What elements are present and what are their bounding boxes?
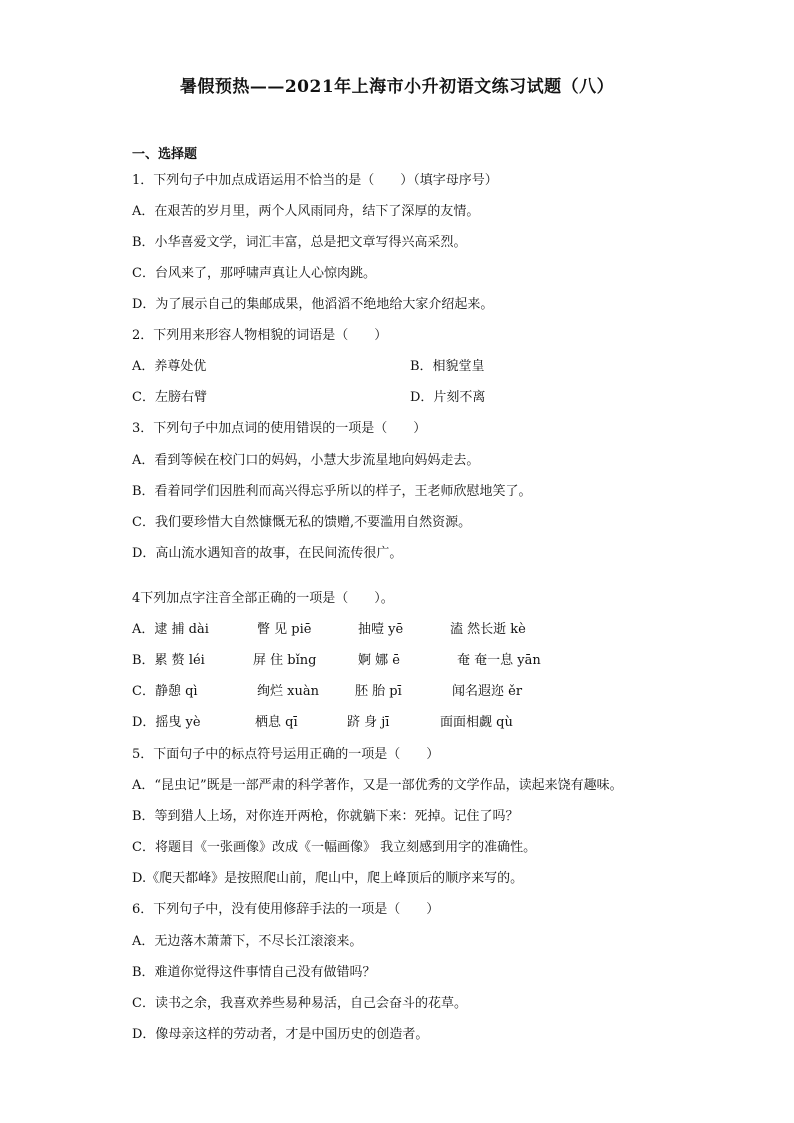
question-4-option-a-item-1: A．逮 捕 dài bbox=[132, 622, 209, 637]
question-4-option-c-item-1: C．静憩 qì bbox=[132, 684, 198, 699]
section-heading: 一、选择题 bbox=[132, 147, 198, 162]
question-3-option-d: D．高山流水遇知音的故事，在民间流传很广。 bbox=[132, 546, 403, 561]
question-3-option-b: B．看着同学们因胜利而高兴得忘乎所以的样子，王老师欣慰地笑了。 bbox=[132, 484, 532, 499]
question-4-option-a-item-3: 抽噎 yē bbox=[358, 622, 404, 637]
question-4-option-d-item-1: D．摇曳 yè bbox=[132, 715, 201, 730]
question-4-option-b-item-1: B．累 赘 léi bbox=[132, 653, 205, 668]
question-6-stem: 6．下列句子中，没有使用修辞手法的一项是（ ） bbox=[132, 902, 440, 917]
question-2-option-b: B．相貌堂皇 bbox=[410, 359, 485, 374]
question-1-option-b: B．小华喜爱文学，词汇丰富，总是把文章写得兴高采烈。 bbox=[132, 235, 467, 250]
question-1-option-a: A．在艰苦的岁月里，两个人风雨同舟，结下了深厚的友情。 bbox=[132, 204, 480, 219]
question-2-option-a: A．养尊处优 bbox=[132, 359, 207, 374]
question-6-option-d: D．像母亲这样的劳动者，才是中国历史的创造者。 bbox=[132, 1027, 429, 1042]
question-2-option-d: D．片刻不离 bbox=[410, 390, 486, 405]
question-4-option-c-item-4: 闻名遐迩 ěr bbox=[452, 684, 523, 699]
question-6-option-a: A．无边落木萧萧下，不尽长江滚滚来。 bbox=[132, 934, 363, 949]
question-1-option-d: D．为了展示自己的集邮成果，他滔滔不绝地给大家介绍起来。 bbox=[132, 297, 494, 312]
question-5-option-c: C．将题目《一张画像》改成《一幅画像》 我立刻感到用字的准确性。 bbox=[132, 840, 537, 855]
question-4-option-d-item-2: 栖息 qī bbox=[255, 715, 298, 730]
question-4-option-c-item-2: 绚烂 xuàn bbox=[257, 684, 319, 699]
question-4-option-d-item-4: 面面相觑 qù bbox=[440, 715, 513, 730]
question-4-option-a-item-2: 瞥 见 piē bbox=[257, 622, 312, 637]
question-3-option-a: A．看到等候在校门口的妈妈，小慧大步流星地向妈妈走去。 bbox=[132, 453, 480, 468]
question-4-option-d-item-3: 跻 身 jī bbox=[347, 715, 390, 730]
question-5-option-b: B．等到猎人上场，对你连开两枪，你就躺下来：死掉。记住了吗？ bbox=[132, 809, 519, 824]
question-2-stem: 2．下列用来形容人物相貌的词语是（ ） bbox=[132, 328, 388, 343]
question-4-option-c-item-3: 胚 胎 pī bbox=[355, 684, 402, 699]
question-4-option-b-item-4: 奄 奄一息 yān bbox=[457, 653, 541, 668]
question-4-option-b-item-3: 婀 娜 ē bbox=[358, 653, 400, 668]
question-1-option-c: C．台风来了，那呼啸声真让人心惊肉跳。 bbox=[132, 266, 376, 281]
question-5-option-d: D.《爬天都峰》是按照爬山前，爬山中，爬上峰顶后的顺序来写的。 bbox=[132, 871, 524, 886]
question-4-option-a-item-4: 溘 然长逝 kè bbox=[450, 622, 526, 637]
question-1-stem: 1．下列句子中加点成语运用不恰当的是（ ）（填字母序号） bbox=[132, 173, 498, 188]
question-4-stem: 4下列加点字注音全部正确的一项是（ ）。 bbox=[132, 591, 394, 606]
question-4-option-b-item-2: 屏 住 bǐng bbox=[253, 653, 317, 668]
question-2-option-c: C．左膀右臂 bbox=[132, 390, 207, 405]
question-3-option-c: C．我们要珍惜大自然慷慨无私的馈赠,不要滥用自然资源。 bbox=[132, 515, 472, 530]
question-5-stem: 5．下面句子中的标点符号运用正确的一项是（ ） bbox=[132, 747, 440, 762]
question-5-option-a: A．“昆虫记”既是一部严肃的科学著作，又是一部优秀的文学作品，读起来饶有趣味。 bbox=[132, 778, 623, 793]
page-title: 暑假预热——2021年上海市小升初语文练习试题（八） bbox=[179, 77, 615, 97]
question-3-stem: 3．下列句子中加点词的使用错误的一项是（ ） bbox=[132, 421, 427, 436]
question-6-option-b: B．难道你觉得这件事情自己没有做错吗？ bbox=[132, 965, 376, 980]
question-6-option-c: C．读书之余，我喜欢养些易种易活，自己会奋斗的花草。 bbox=[132, 996, 467, 1011]
